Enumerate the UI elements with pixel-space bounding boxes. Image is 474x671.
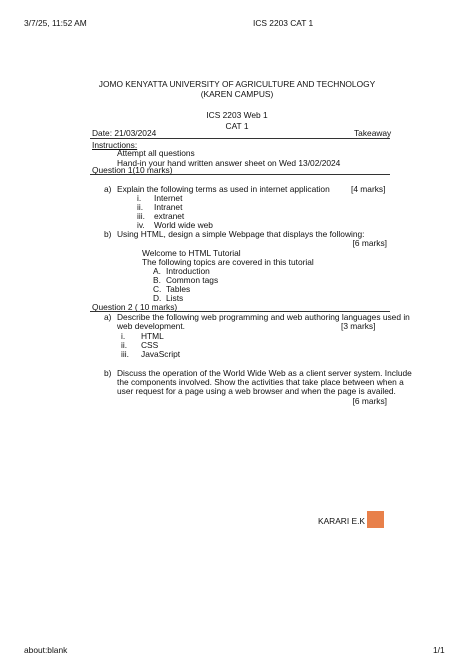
list-item: Intranet — [154, 202, 183, 212]
q1a-label: a) — [104, 184, 112, 194]
list-item: Tables — [166, 284, 191, 294]
list-item: Common tags — [166, 275, 219, 285]
instruction-item: Attempt all questions — [117, 148, 195, 158]
instruction-item: Hand-in your hand written answer sheet on Wed 13/02/2024 — [117, 158, 341, 168]
q2b-marks: [6 marks] — [352, 396, 387, 406]
q1b-marks: [6 marks] — [352, 238, 387, 248]
q1b-label: b) — [104, 229, 112, 239]
q2b-text: the components involved. Show the activities that take place between when a — [117, 377, 404, 387]
author-name: KARARI E.K — [318, 516, 366, 526]
print-title: ICS 2203 CAT 1 — [253, 18, 314, 28]
q1b-text: Using HTML, design a simple Webpage that displays the following: — [117, 229, 365, 239]
list-number: i. — [137, 193, 142, 203]
q2b-label: b) — [104, 368, 112, 378]
print-page-count: 1/1 — [433, 645, 445, 655]
q2b-text: user request for a page using a web browser and when the page is availed. — [117, 386, 396, 396]
q1a-text: Explain the following terms as used in internet application — [117, 184, 330, 194]
list-number: ii. — [137, 202, 144, 212]
list-number: C. — [153, 284, 162, 294]
exam-date: Date: 21/03/2024 — [92, 128, 157, 138]
course-code: ICS 2203 Web 1 — [206, 110, 268, 120]
header-divider — [90, 138, 390, 139]
tutorial-title: Welcome to HTML Tutorial — [142, 248, 241, 258]
exam-mode: Takeaway — [354, 128, 392, 138]
list-item: Introduction — [166, 266, 210, 276]
list-number: i. — [121, 331, 126, 341]
q1a-marks: [4 marks] — [351, 184, 386, 194]
list-item: HTML — [141, 331, 164, 341]
campus-name: (KAREN CAMPUS) — [200, 89, 274, 99]
q2a-text: Describe the following web programming and web authoring languages used in — [117, 312, 410, 322]
q2a-label: a) — [104, 312, 112, 322]
list-item: World wide web — [154, 220, 213, 230]
list-item: JavaScript — [141, 349, 181, 359]
list-item: Internet — [154, 193, 183, 203]
q2b-text: Discuss the operation of the World Wide Web as a client server system. Include — [117, 368, 412, 378]
list-item: CSS — [141, 340, 159, 350]
list-number: iii. — [137, 211, 145, 221]
exam-name: CAT 1 — [225, 121, 249, 131]
list-number: A. — [153, 266, 161, 276]
instructions-divider — [90, 174, 390, 175]
list-number: ii. — [121, 340, 128, 350]
tutorial-intro: The following topics are covered in this tutorial — [142, 257, 314, 267]
list-number: iv. — [137, 220, 145, 230]
list-number: D. — [153, 293, 162, 303]
q2a-marks: [3 marks] — [341, 321, 376, 331]
instructions-heading: Instructions: — [92, 140, 138, 150]
question-2-heading: Question 2 ( 10 marks) — [92, 302, 178, 312]
list-number: iii. — [121, 349, 129, 359]
university-name: JOMO KENYATTA UNIVERSITY OF AGRICULTURE AND TECHNOLOGY — [98, 79, 376, 89]
list-item: Lists — [166, 293, 184, 303]
list-number: B. — [153, 275, 161, 285]
print-url: about:blank — [24, 645, 68, 655]
print-datetime: 3/7/25, 11:52 AM — [24, 18, 87, 28]
q2a-text: web development. — [117, 321, 185, 331]
list-item: extranet — [154, 211, 185, 221]
author-color-badge — [367, 511, 384, 528]
question-1-heading: Question 1(10 marks) — [92, 165, 173, 175]
